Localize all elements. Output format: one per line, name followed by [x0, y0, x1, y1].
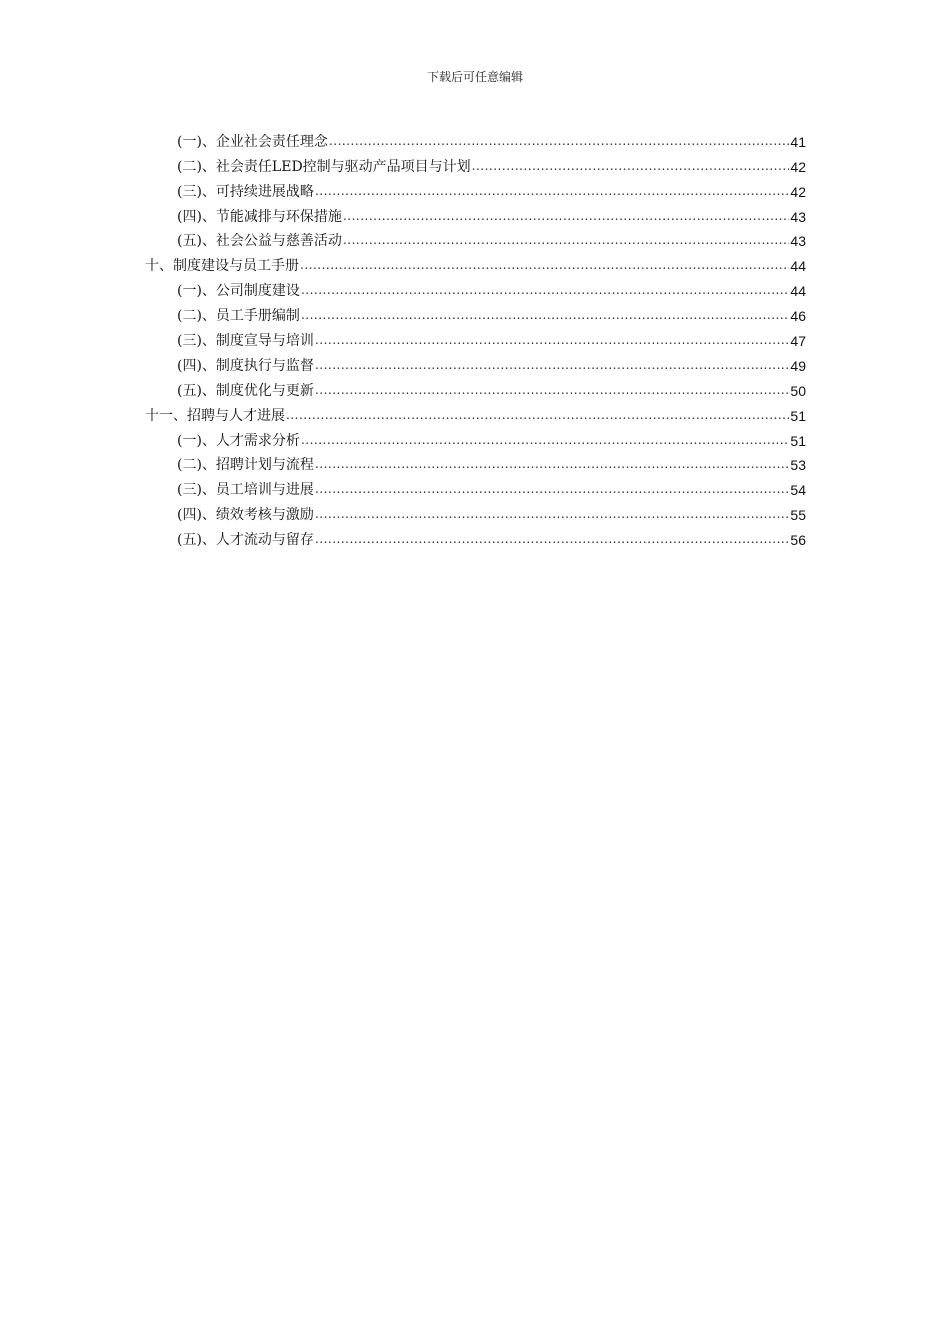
toc-entry-title: 十、制度建设与员工手册	[145, 258, 299, 275]
toc-entry-page: 54	[790, 482, 806, 499]
toc-entry-title: (四)、节能减排与环保措施	[177, 208, 342, 225]
toc-entry[interactable]	[145, 350, 806, 375]
toc-entry-page: 44	[790, 283, 806, 300]
toc-entry[interactable]	[145, 474, 806, 499]
toc-entry-page: 47	[790, 333, 806, 350]
toc-entry-page: 42	[790, 158, 806, 175]
toc-entry-title: (二)、员工手册编制	[177, 308, 300, 325]
toc-entry[interactable]	[145, 275, 806, 300]
toc-leader-dots	[315, 530, 789, 548]
toc-leader-dots	[286, 406, 789, 424]
toc-leader-dots	[301, 281, 789, 299]
table-of-contents	[145, 126, 806, 549]
toc-entry-page: 55	[790, 507, 806, 524]
toc-entry-title: (五)、制度优化与更新	[177, 382, 314, 399]
toc-leader-dots	[315, 480, 789, 498]
toc-leader-dots	[315, 182, 789, 200]
toc-entry-title: (二)、招聘计划与流程	[177, 457, 314, 474]
toc-leader-dots	[315, 331, 789, 349]
toc-entry-title: (三)、制度宣导与培训	[177, 333, 314, 350]
toc-entry-title: (五)、人才流动与留存	[177, 532, 314, 549]
toc-entry-page: 44	[790, 258, 806, 275]
toc-entry-page: 43	[790, 233, 806, 250]
toc-leader-dots	[472, 157, 790, 175]
toc-leader-dots	[300, 256, 789, 274]
toc-entry[interactable]	[145, 300, 806, 325]
toc-entry[interactable]	[145, 425, 806, 450]
toc-entry-title: (一)、公司制度建设	[177, 283, 300, 300]
toc-entry[interactable]	[145, 176, 806, 201]
toc-leader-dots	[343, 207, 789, 225]
toc-entry-page: 49	[790, 357, 806, 374]
toc-entry-title: (一)、企业社会责任理念	[177, 133, 328, 150]
toc-entry-title: (三)、员工培训与进展	[177, 482, 314, 499]
toc-leader-dots	[315, 505, 789, 523]
toc-entry-page: 50	[790, 382, 806, 399]
toc-entry-title: (四)、制度执行与监督	[177, 357, 314, 374]
toc-entry[interactable]	[145, 375, 806, 400]
toc-entry[interactable]	[145, 126, 806, 151]
toc-entry-page: 51	[790, 432, 806, 449]
page-header: 下载后可任意编辑	[426, 70, 523, 84]
toc-entry-page: 51	[790, 407, 806, 424]
toc-entry-title: (五)、社会公益与慈善活动	[177, 233, 342, 250]
toc-leader-dots	[315, 381, 789, 399]
toc-entry[interactable]	[145, 151, 806, 176]
toc-entry-page: 42	[790, 183, 806, 200]
toc-leader-dots	[329, 132, 789, 150]
toc-entry[interactable]	[145, 226, 806, 251]
toc-entry[interactable]	[145, 450, 806, 475]
toc-entry[interactable]	[145, 524, 806, 549]
toc-entry-page: 53	[790, 457, 806, 474]
toc-entry-title: (二)、社会责任LED控制与驱动产品项目与计划	[177, 158, 471, 175]
toc-entry-page: 41	[790, 133, 806, 150]
toc-chapter-entry[interactable]	[145, 400, 806, 425]
toc-leader-dots	[301, 431, 789, 449]
toc-entry[interactable]	[145, 325, 806, 350]
toc-leader-dots	[301, 306, 789, 324]
toc-leader-dots	[343, 231, 789, 249]
toc-entry-page: 43	[790, 208, 806, 225]
toc-leader-dots	[315, 356, 789, 374]
toc-entry-page: 46	[790, 308, 806, 325]
toc-entry-title: (三)、可持续进展战略	[177, 183, 314, 200]
toc-entry-title: 十一、招聘与人才进展	[145, 407, 285, 424]
toc-entry-title: (一)、人才需求分析	[177, 432, 300, 449]
toc-entry[interactable]	[145, 201, 806, 226]
toc-entry[interactable]	[145, 499, 806, 524]
toc-chapter-entry[interactable]	[145, 250, 806, 275]
toc-entry-title: (四)、绩效考核与激励	[177, 507, 314, 524]
toc-leader-dots	[315, 455, 789, 473]
toc-entry-page: 56	[790, 532, 806, 549]
